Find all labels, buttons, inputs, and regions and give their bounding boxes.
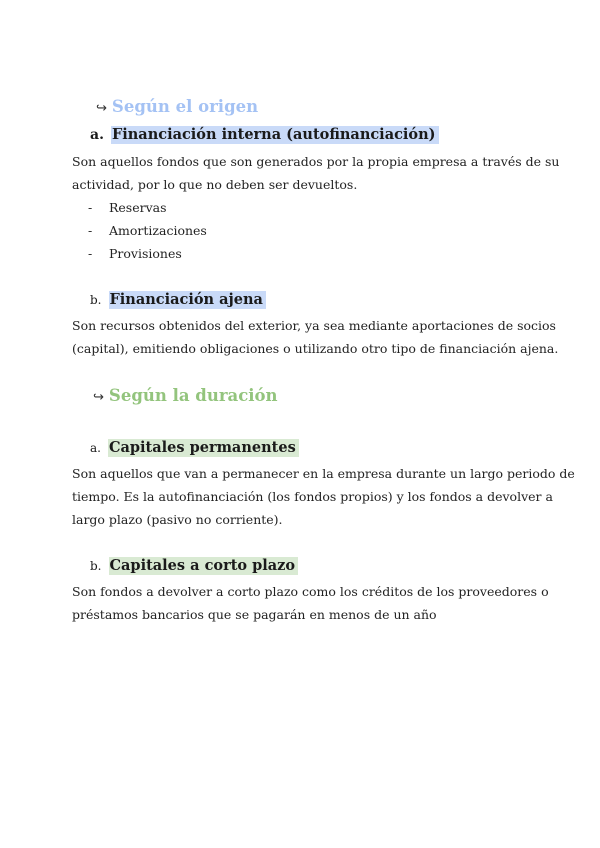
paragraph-line: préstamos bancarios que se pagarán en menos de un año	[72, 607, 437, 622]
paragraph-financiacion-interna	[72, 150, 560, 196]
list-item-text: Amortizaciones	[109, 223, 207, 238]
list-item-text: Provisiones	[109, 246, 182, 261]
subheading-capitales-permanentes	[90, 439, 299, 459]
subheading-financiacion-interna	[90, 126, 439, 146]
section-heading-duracion	[93, 386, 278, 405]
paragraph-line: Son aquellos fondos que son generados por la propia empresa a través de su	[72, 154, 560, 169]
arrow-icon: ↪	[93, 390, 104, 405]
dash-marker: -	[88, 223, 93, 238]
paragraph-line: largo plazo (pasivo no corriente).	[72, 512, 283, 527]
subheading-title: Financiación ajena	[109, 291, 266, 309]
list-marker: a.	[90, 127, 104, 143]
list-item-text: Reservas	[109, 200, 167, 215]
section-heading-origen	[96, 97, 258, 116]
subheading-title: Capitales a corto plazo	[109, 557, 299, 575]
paragraph-line: Son fondos a devolver a corto plazo como los créditos de los proveedores o	[72, 584, 549, 599]
section-title: Según la duración	[108, 386, 278, 405]
bullet-list	[88, 196, 207, 265]
paragraph-line: Son recursos obtenidos del exterior, ya sea mediante aportaciones de socios	[72, 318, 556, 333]
list-item	[88, 196, 207, 219]
paragraph-line: Son aquellos que van a permanecer en la empresa durante un largo periodo de	[72, 466, 575, 481]
subheading-title: Financiación interna (autofinanciación)	[111, 126, 439, 144]
list-item	[88, 219, 207, 242]
list-marker: b.	[90, 559, 102, 573]
list-marker: a.	[90, 441, 101, 455]
paragraph-capitales-permanentes	[72, 462, 575, 531]
dash-marker: -	[88, 246, 93, 261]
dash-marker: -	[88, 200, 93, 215]
section-title: Según el origen	[111, 97, 259, 116]
arrow-icon: ↪	[96, 101, 107, 116]
paragraph-line: tiempo. Es la autofinanciación (los fondos propios) y los fondos a devolver a	[72, 489, 553, 504]
subheading-capitales-corto-plazo	[90, 557, 298, 577]
paragraph-financiacion-ajena	[72, 314, 559, 360]
paragraph-line: (capital), emitiendo obligaciones o utilizando otro tipo de financiación ajena.	[72, 341, 559, 356]
subheading-financiacion-ajena	[90, 291, 266, 311]
paragraph-capitales-corto-plazo	[72, 580, 549, 626]
list-item	[88, 242, 207, 265]
list-marker: b.	[90, 293, 102, 307]
subheading-title: Capitales permanentes	[108, 439, 299, 457]
paragraph-line: actividad, por lo que no deben ser devueltos.	[72, 177, 358, 192]
